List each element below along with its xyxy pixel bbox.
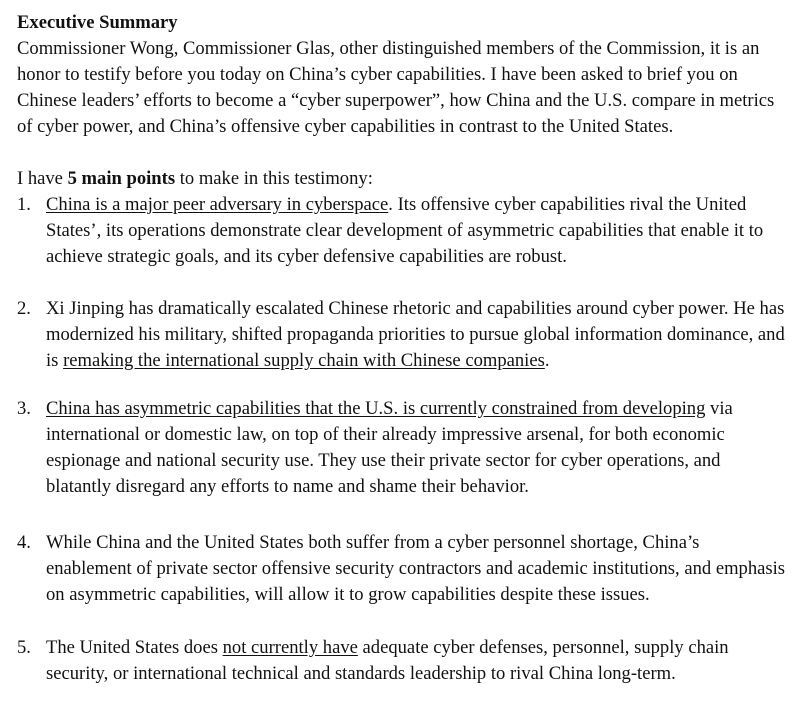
list-item	[17, 192, 786, 270]
point-body: Xi Jinping has dramatically escalated Chinese rhetoric and capabilities around cyber power. He has modernized his military, shifted propaganda priorities to pursue global information dominance, and is	[46, 298, 785, 371]
point-text	[46, 192, 786, 270]
list-number: 5.	[17, 637, 31, 658]
point-body: The United States does	[46, 637, 223, 658]
list-item	[17, 396, 786, 500]
lead-text-after: to make in this testimony:	[175, 168, 373, 189]
list-number: 4.	[17, 532, 31, 553]
underlined-phrase: remaking the international supply chain with Chinese companies	[63, 350, 545, 371]
point-text	[46, 396, 786, 500]
list-number: 3.	[17, 398, 31, 419]
list-item	[17, 530, 786, 608]
list-number: 1.	[17, 194, 31, 215]
point-end: .	[544, 350, 550, 371]
point-text	[46, 635, 786, 687]
list-number: 2.	[17, 298, 31, 319]
underlined-phrase: not currently have	[222, 637, 358, 658]
lead-bold-count: 5 main points	[67, 168, 176, 189]
point-rest: . Its offensive cyber capabilities rival the United States’, its operations demonstrate clear development of asymmetric capabilities that enable it to achieve strategic goals, and its cyber defensive capabilities are robust.	[46, 194, 764, 267]
main-points-list	[17, 192, 786, 687]
underlined-phrase: China has asymmetric capabilities that the U.S. is currently constrained from developing	[46, 398, 706, 419]
point-text: While China and the United States both suffer from a cyber personnel shortage, China’s enablement of private sector offensive security contractors and academic institutions, and emphasis on asymmetric capabilities, will allow it to grow capabilities despite these issues.	[46, 532, 786, 605]
section-heading: Executive Summary	[17, 12, 178, 33]
point-rest: adequate cyber defenses, personnel, supply chain security, or international technical and standards leadership to rival China long-term.	[46, 637, 729, 684]
list-item	[17, 635, 786, 687]
list-item	[17, 296, 786, 374]
lead-text-before: I have	[17, 168, 68, 189]
points-lead-sentence	[17, 166, 786, 192]
intro-paragraph: Commissioner Wong, Commissioner Glas, other distinguished members of the Commission, it is an honor to testify before you today on China’s cyber capabilities. I have been asked to brief you on Chinese leaders’ efforts to become a “cyber superpower”, how China and the U.S. compare in metrics of cyber power, and China’s offensive cyber capabilities in contrast to the United States.	[17, 38, 775, 137]
point-text	[46, 296, 786, 374]
point-rest: via international or domestic law, on top of their already impressive arsenal, for both economic espionage and national security use. They use their private sector for cyber operations, and blatantly disregard any efforts to name and shame their behavior.	[46, 398, 733, 497]
underlined-phrase: China is a major peer adversary in cyberspace	[46, 194, 389, 215]
